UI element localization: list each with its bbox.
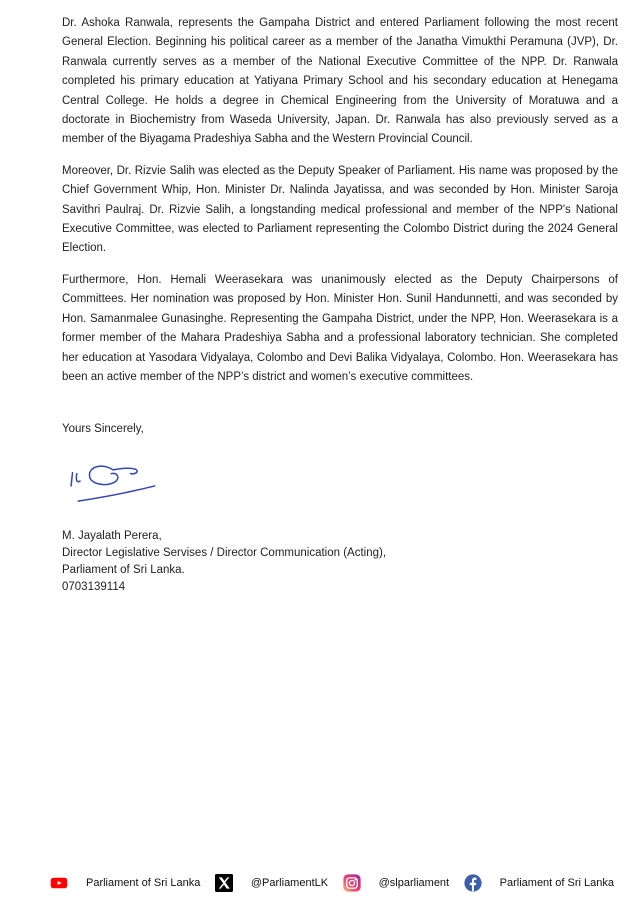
signatory-organization: Parliament of Sri Lanka. [62, 563, 185, 576]
social-footer [50, 872, 614, 894]
paragraph-ashoka-ranwala: Dr. Ashoka Ranwala, represents the Gampaha District and entered Parliament following the most recent General Election. Beginning his political career as a member of the Janatha Vimukthi Peramuna (JVP), Dr. Ranwala currently serves as a member of the National Executive Committee of the NPP. Dr. Ranwala completed his primary education at Yatiyana Primary School and his secondary education at Henegama Central College. He holds a degree in Chemical Engineering from the University of Moratuwa and a doctorate in Biochemistry from Waseda University, Japan. Dr. Ranwala has also previously served as a member of the Biyagama Pradeshiya Sabha and the Western Provincial Council. [62, 17, 618, 146]
facebook-icon [464, 874, 482, 892]
social-link-youtube[interactable] [50, 874, 200, 892]
instagram-handle-label: @slparliament [378, 877, 450, 889]
letter-body [62, 14, 618, 596]
signature-block [62, 528, 618, 596]
facebook-handle-label: Parliament of Sri Lanka [499, 877, 614, 889]
instagram-icon [343, 874, 361, 892]
social-link-instagram[interactable] [343, 874, 449, 892]
social-link-x[interactable] [215, 874, 328, 892]
signatory-phone: 0703139114 [62, 580, 126, 593]
x-handle-label: @ParliamentLK [250, 877, 329, 889]
signatory-title: Director Legislative Servises / Director Communication (Acting), [62, 546, 387, 559]
closing-salutation: Yours Sincerely, [62, 423, 144, 436]
paragraph-rizvie-salih: Moreover, Dr. Rizvie Salih was elected as the Deputy Speaker of Parliament. His name was proposed by the Chief Government Whip, Hon. Minister Dr. Nalinda Jayatissa, and was seconded by Hon. Minister Saroja Savithri Paulraj. Dr. Rizvie Salih, a longstanding medical professional and member of the NPP's National Executive Committee, was elected to Parliament representing the Colombo District during the 2024 General Election. [62, 164, 618, 255]
youtube-icon [50, 874, 68, 892]
social-link-facebook[interactable] [464, 874, 614, 892]
signature-ink [64, 457, 168, 513]
paragraph-hemali-weerasekara: Furthermore, Hon. Hemali Weerasekara was unanimously elected as the Deputy Chairpersons of Committees. Her nomination was proposed by Hon. Minister Hon. Sunil Handunnetti, and was seconded by Hon. Samanmalee Gunasinghe. Representing the Gampaha District, under the NPP, Hon. Weerasekara is a former member of the Mahara Pradeshiya Sabha and a professional laboratory technician. She completed her education at Yasodara Vidyalaya, Colombo and Devi Balika Vidyalaya, Colombo. Hon. Weerasekara has been an active member of the NPP’s district and women’s executive committees. [62, 273, 618, 383]
x-icon [215, 874, 233, 892]
signatory-name: M. Jayalath Perera, [62, 529, 162, 542]
handwritten-signature [64, 457, 618, 513]
youtube-handle-label: Parliament of Sri Lanka [86, 877, 201, 889]
